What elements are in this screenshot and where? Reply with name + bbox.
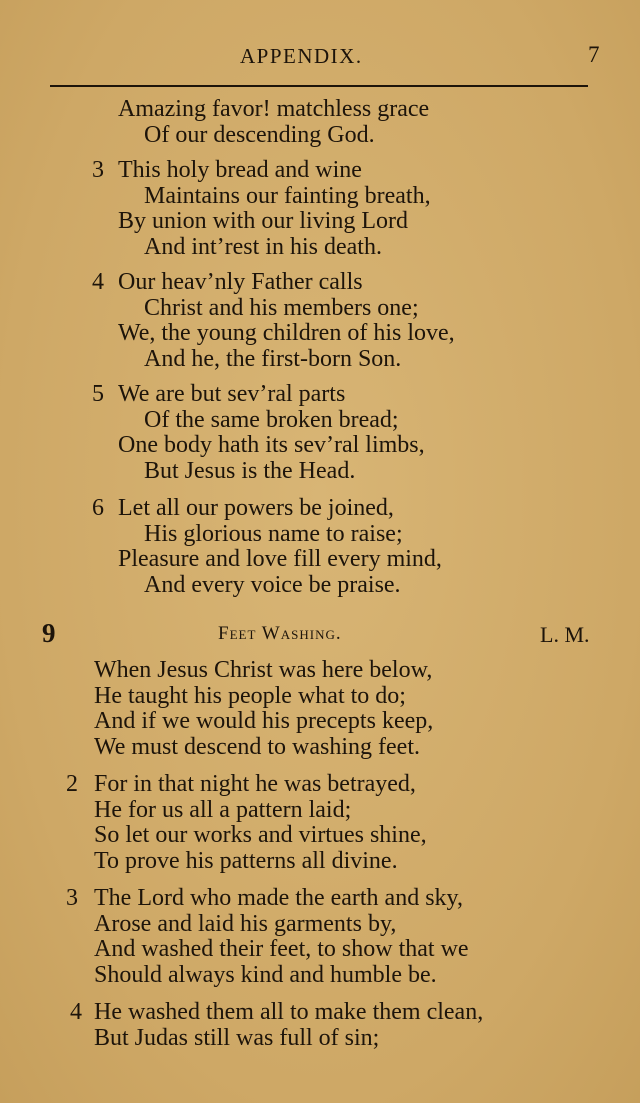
verse-line: The Lord who made the earth and sky,	[94, 885, 463, 911]
verse-line: And every voice be praise.	[144, 572, 401, 599]
verse-line: But Jesus is the Head.	[144, 458, 356, 485]
verse-line: And int’rest in his death.	[144, 234, 382, 261]
verse-line: And washed their feet, to show that we	[94, 936, 469, 963]
verse-line: For in that night he was betrayed,	[94, 771, 416, 797]
verse-line: And if we would his precepts keep,	[94, 708, 434, 735]
verse-line: To prove his patterns all divine.	[94, 848, 398, 875]
verse-line: He washed them all to make them clean,	[94, 999, 484, 1025]
verse-number: 5	[92, 381, 104, 407]
verse-line: Pleasure and love fill every mind,	[118, 546, 442, 573]
verse-8-5	[118, 382, 425, 485]
header-rule	[50, 85, 588, 87]
verse-line: We are but sev’ral parts	[118, 381, 346, 407]
verse-line: So let our works and virtues shine,	[94, 822, 427, 849]
verse-8-3	[118, 158, 431, 261]
verse-9-2	[94, 772, 427, 875]
running-head: APPENDIX.	[240, 44, 363, 68]
verse-number: 2	[66, 771, 78, 797]
verse-line: Of the same broken bread;	[144, 406, 399, 433]
verse-line: Christ and his members one;	[144, 294, 419, 321]
verse-line: But Judas still was full of sin;	[94, 1024, 380, 1051]
verse-line: Should always kind and humble be.	[94, 962, 437, 989]
page-number: 7	[588, 42, 600, 67]
verse-line: Let all our powers be joined,	[118, 495, 394, 521]
verse-line: His glorious name to raise;	[144, 520, 403, 547]
verse-line: He taught his people what to do;	[94, 682, 406, 709]
verse-8-4	[118, 270, 455, 373]
verse-line: This holy bread and wine	[118, 157, 362, 183]
verse-line: One body hath its sev’ral limbs,	[118, 432, 425, 459]
verse-number: 4	[92, 269, 104, 295]
verse-number: 3	[66, 885, 78, 911]
verse-number: 3	[92, 157, 104, 183]
verse-9-1	[94, 658, 433, 761]
verse-line: When Jesus Christ was here below,	[94, 657, 433, 683]
verse-9-3	[94, 886, 469, 989]
hymn-title: Feet Washing.	[218, 623, 342, 644]
verse-line: Amazing favor! matchless grace	[118, 96, 430, 122]
verse-8-6	[118, 496, 442, 599]
verse-line: He for us all a pattern laid;	[94, 796, 352, 823]
verse-line: Of our descending God.	[144, 121, 375, 148]
verse-line: We, the young children of his love,	[118, 320, 455, 347]
verse-line: Maintains our fainting breath,	[144, 182, 431, 209]
verse-line: We must descend to washing feet.	[94, 734, 420, 761]
verse-line: By union with our living Lord	[118, 208, 408, 235]
verse-8-cont	[118, 97, 429, 148]
verse-9-4	[94, 1000, 483, 1051]
verse-line: Arose and laid his garments by,	[94, 910, 397, 937]
hymn-number: 9	[42, 618, 56, 648]
verse-number: 4	[70, 999, 82, 1025]
verse-line: Our heav’nly Father calls	[118, 269, 363, 295]
verse-line: And he, the first-born Son.	[144, 346, 402, 373]
hymn-meter: L. M.	[540, 622, 590, 647]
verse-number: 6	[92, 495, 104, 521]
